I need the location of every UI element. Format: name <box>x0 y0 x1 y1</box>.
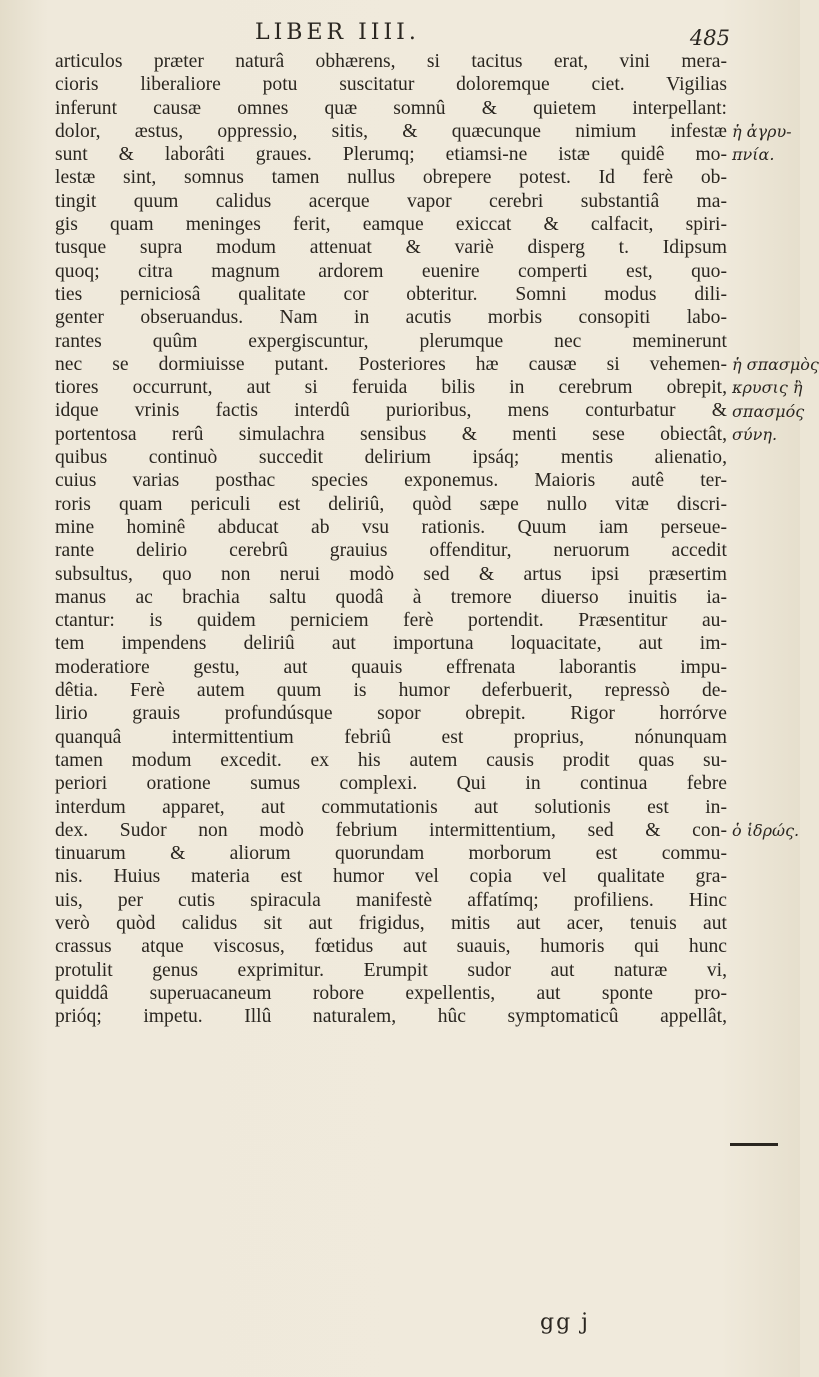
text-line: manus ac brachia saltu quodâ à tremore diuerso inuitis ia- <box>55 586 727 608</box>
text-line: quibus continuò succedit delirium ipsáq; mentis alienatio, <box>55 447 727 469</box>
margin-note: πνία. <box>732 145 775 165</box>
text-line: tinuarum & aliorum quorundam morborum est commu- <box>55 843 727 865</box>
margin-note: σπασμός <box>732 401 805 421</box>
text-line: ties perniciosâ qualitate cor obteritur. Somni modus dili- <box>55 283 727 305</box>
text-line: idque vrinis factis interdû purioribus, mens conturbatur & <box>55 400 727 422</box>
margin-rule <box>730 1143 778 1146</box>
text-line: prióq; impetu. Illû naturalem, hûc symptomaticû appellât, <box>55 1006 727 1028</box>
text-line: rantes quûm expergiscuntur, plerumque nec meminerunt <box>55 330 727 352</box>
text-line: dex. Sudor non modò febrium intermittentium, sed & con- <box>55 819 727 841</box>
text-line: tingit quum calidus acerque vapor cerebri substantiâ ma- <box>55 190 727 212</box>
text-line: protulit genus exprimitur. Erumpit sudor aut naturæ vi, <box>55 959 727 981</box>
text-line: nec se dormiuisse putant. Posteriores hæ causæ si vehemen- <box>55 353 727 375</box>
text-line: lestæ sint, somnus tamen nullus obrepere potest. Id ferè ob- <box>55 167 727 189</box>
text-line: interdum apparet, aut commutationis aut solutionis est in- <box>55 796 727 818</box>
text-line: subsultus, quo non nerui modò sed & artus ipsi præsertim <box>55 563 727 585</box>
text-line: uis, per cutis spiracula manifestè affatímq; profiliens. Hinc <box>55 889 727 911</box>
text-line: tiores occurrunt, aut si feruida bilis in cerebrum obrepit, <box>55 377 727 399</box>
text-line: cuius varias posthac species exponemus. Maioris autê ter- <box>55 470 727 492</box>
margin-note: ἡ ἀγρυ- <box>732 121 792 141</box>
text-line: verò quòd calidus sit aut frigidus, mitis aut acer, tenuis aut <box>55 912 727 934</box>
margin-note: ὁ ἱδρώς. <box>732 820 800 840</box>
text-line: lirio grauis profundúsque sopor obrepit. Rigor horrórve <box>55 703 727 725</box>
text-line: genter obseruandus. Nam in acutis morbis consopiti labo- <box>55 307 727 329</box>
text-line: sunt & laborâti graues. Plerumq; etiamsi-ne istæ quidê mo- <box>55 144 727 166</box>
text-line: dolor, æstus, oppressio, sitis, & quæcunque nimium infestæ <box>55 120 727 142</box>
running-head: LIBER IIII. <box>255 20 420 45</box>
page-number: 485 <box>689 26 730 50</box>
text-line: nis. Huius materia est humor vel copia vel qualitate gra- <box>55 866 727 888</box>
text-line: crassus atque viscosus, fœtidus aut suauis, humoris qui hunc <box>55 936 727 958</box>
text-line: articulos præter naturâ obhærens, si tacitus erat, vini mera- <box>55 51 727 72</box>
text-line: moderatiore gestu, aut quauis effrenata laborantis impu- <box>55 656 727 678</box>
text-line: dêtia. Ferè autem quum is humor deferbuerit, repressò de- <box>55 680 727 702</box>
margin-note: ἡ σπασμὸς <box>732 354 819 374</box>
text-line: tamen modum excedit. ex his autem causis prodit quas su- <box>55 749 727 771</box>
text-line: inferunt causæ omnes quæ somnû & quietem interpellant: <box>55 97 727 119</box>
text-line: quanquâ intermittentium febriû est proprius, nónunquam <box>55 726 727 748</box>
text-line: roris quam periculi est deliriû, quòd sæpe nullo vitæ discri- <box>55 493 727 515</box>
text-line: periori oratione sumus complexi. Qui in continua febre <box>55 773 727 795</box>
text-line: portentosa rerû simulachra sensibus & menti sese obiectât, <box>55 423 727 445</box>
text-line: tusque supra modum attenuat & variè disperg t. Idipsum <box>55 237 727 259</box>
margin-note: κρυσις ἢ <box>732 378 803 398</box>
signature-mark: gg j <box>540 1310 590 1335</box>
text-line: gis quam meninges ferit, eamque exiccat & calfacit, spiri- <box>55 214 727 236</box>
text-line: tem impendens deliriû aut importuna loquacitate, aut im- <box>55 633 727 655</box>
text-line: ctantur: is quidem perniciem ferè portendit. Præsentitur au- <box>55 610 727 632</box>
text-line: quoq; citra magnum ardorem euenire comperti est, quo- <box>55 260 727 282</box>
text-line: rante delirio cerebrû grauius offenditur, neruorum accedit <box>55 540 727 562</box>
text-line: cioris liberaliore potu suscitatur doloremque ciet. Vigilias <box>55 74 727 96</box>
text-line: quiddâ superuacaneum robore expellentis, aut sponte pro- <box>55 982 727 1004</box>
margin-note: σύνη. <box>732 424 778 444</box>
body-text <box>55 50 727 1028</box>
text-line: mine hominê abducat ab vsu rationis. Quum iam perseue- <box>55 516 727 538</box>
